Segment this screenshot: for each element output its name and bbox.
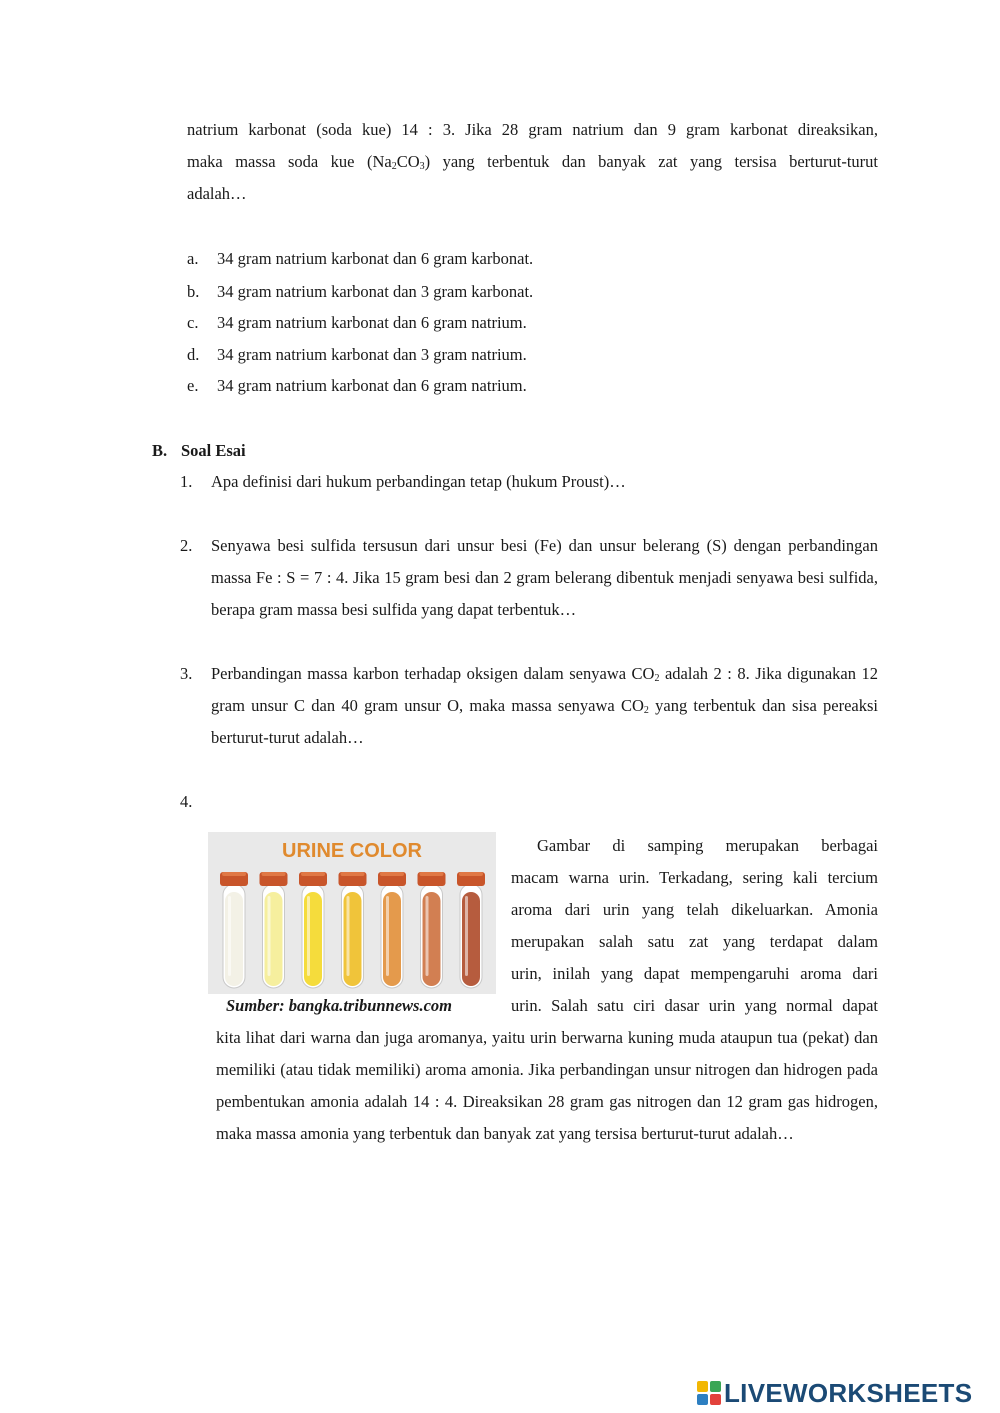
side-line: merupakan salah satu zat yang terdapat dalam: [511, 932, 878, 951]
essay-question-4-side-text: [511, 830, 878, 1022]
test-tube: [457, 872, 485, 988]
essay-question-4-number: 4.: [180, 792, 193, 811]
option-b[interactable]: b. 34 gram natrium karbonat dan 3 gram karbonat.: [187, 282, 534, 301]
liveworksheets-logo: [697, 1378, 972, 1408]
liveworksheets-icon: [697, 1381, 721, 1405]
prev-question-text: [187, 114, 878, 210]
prev-question-line-1: natrium karbonat (soda kue) 14 : 3. Jika 28 gram natrium dan 9 gram karbonat direaksikan,: [187, 120, 878, 139]
option-a[interactable]: a. 34 gram natrium karbonat dan 6 gram karbonat.: [187, 249, 534, 268]
figure-title: URINE COLOR: [282, 840, 422, 862]
side-line: macam warna urin. Terkadang, sering kali tercium: [511, 868, 878, 887]
side-line: Gambar di samping merupakan berbagai: [537, 836, 878, 855]
option-e[interactable]: e. 34 gram natrium karbonat dan 6 gram natrium.: [187, 376, 527, 395]
test-tube: [339, 872, 367, 988]
test-tube: [260, 872, 288, 988]
prev-question-line-3: adalah…: [187, 184, 247, 203]
prev-question-line-2: maka massa soda kue $(Na_2CO_3)$ yang terbentuk dan banyak zat yang tersisa berturut-turut: [187, 152, 878, 172]
side-line: urin. Salah satu ciri dasar urin yang normal dapat: [511, 996, 878, 1015]
test-tube: [299, 872, 327, 988]
test-tube: [418, 872, 446, 988]
essay-question-2: 2. Senyawa besi sulfida tersusun dari unsur besi (Fe) dan unsur belerang (S) dengan perbandingan massa Fe : S = 7 : 4. Jika 15 gram besi dan 2 gram belerang dibentuk menjadi senyawa besi sulfida, berapa gram massa besi sulfida yang dapat terbentuk…: [180, 536, 878, 619]
section-heading: B. Soal Esai: [152, 441, 246, 460]
urine-tubes-illustration: [208, 832, 496, 994]
essay-question-3: 3. Perbandingan massa karbon terhadap oksigen dalam senyawa $CO_2$ adalah 2 : 8. Jika digunakan 12 gram unsur C dan 40 gram unsur O, maka massa senyawa $CO_2$ yang terbentuk dan sisa pereaksi berturut-turut adalah…: [180, 664, 878, 747]
urine-color-figure: [208, 832, 496, 994]
test-tube: [378, 872, 406, 988]
side-line: urin, inilah yang dapat mempengaruhi aroma dari: [511, 964, 878, 983]
option-d[interactable]: d. 34 gram natrium karbonat dan 3 gram natrium.: [187, 345, 527, 364]
test-tube: [220, 872, 248, 988]
logo-text: LIVEWORKSHEETS: [724, 1377, 973, 1408]
essay-question-1: 1. Apa definisi dari hukum perbandingan tetap (hukum Proust)…: [180, 472, 626, 491]
essay-question-4-text: kita lihat dari warna dan juga aromanya, yaitu urin berwarna kuning muda ataupun tua (pekat) dan memiliki (atau tidak memiliki) aroma amonia. Jika perbandingan unsur nitrogen dan hidrogen pada pembentukan amonia adalah 14 : 4. Direaksikan 28 gram gas nitrogen dan 12 gram gas hidrogen, maka massa amonia yang terbentuk dan banyak zat yang tersisa berturut-turut adalah…: [216, 1028, 878, 1143]
side-line: aroma dari urin yang telah dikeluarkan. Amonia: [511, 900, 878, 919]
figure-caption: Sumber: bangka.tribunnews.com: [226, 996, 453, 1015]
option-c[interactable]: c. 34 gram natrium karbonat dan 6 gram natrium.: [187, 313, 527, 332]
